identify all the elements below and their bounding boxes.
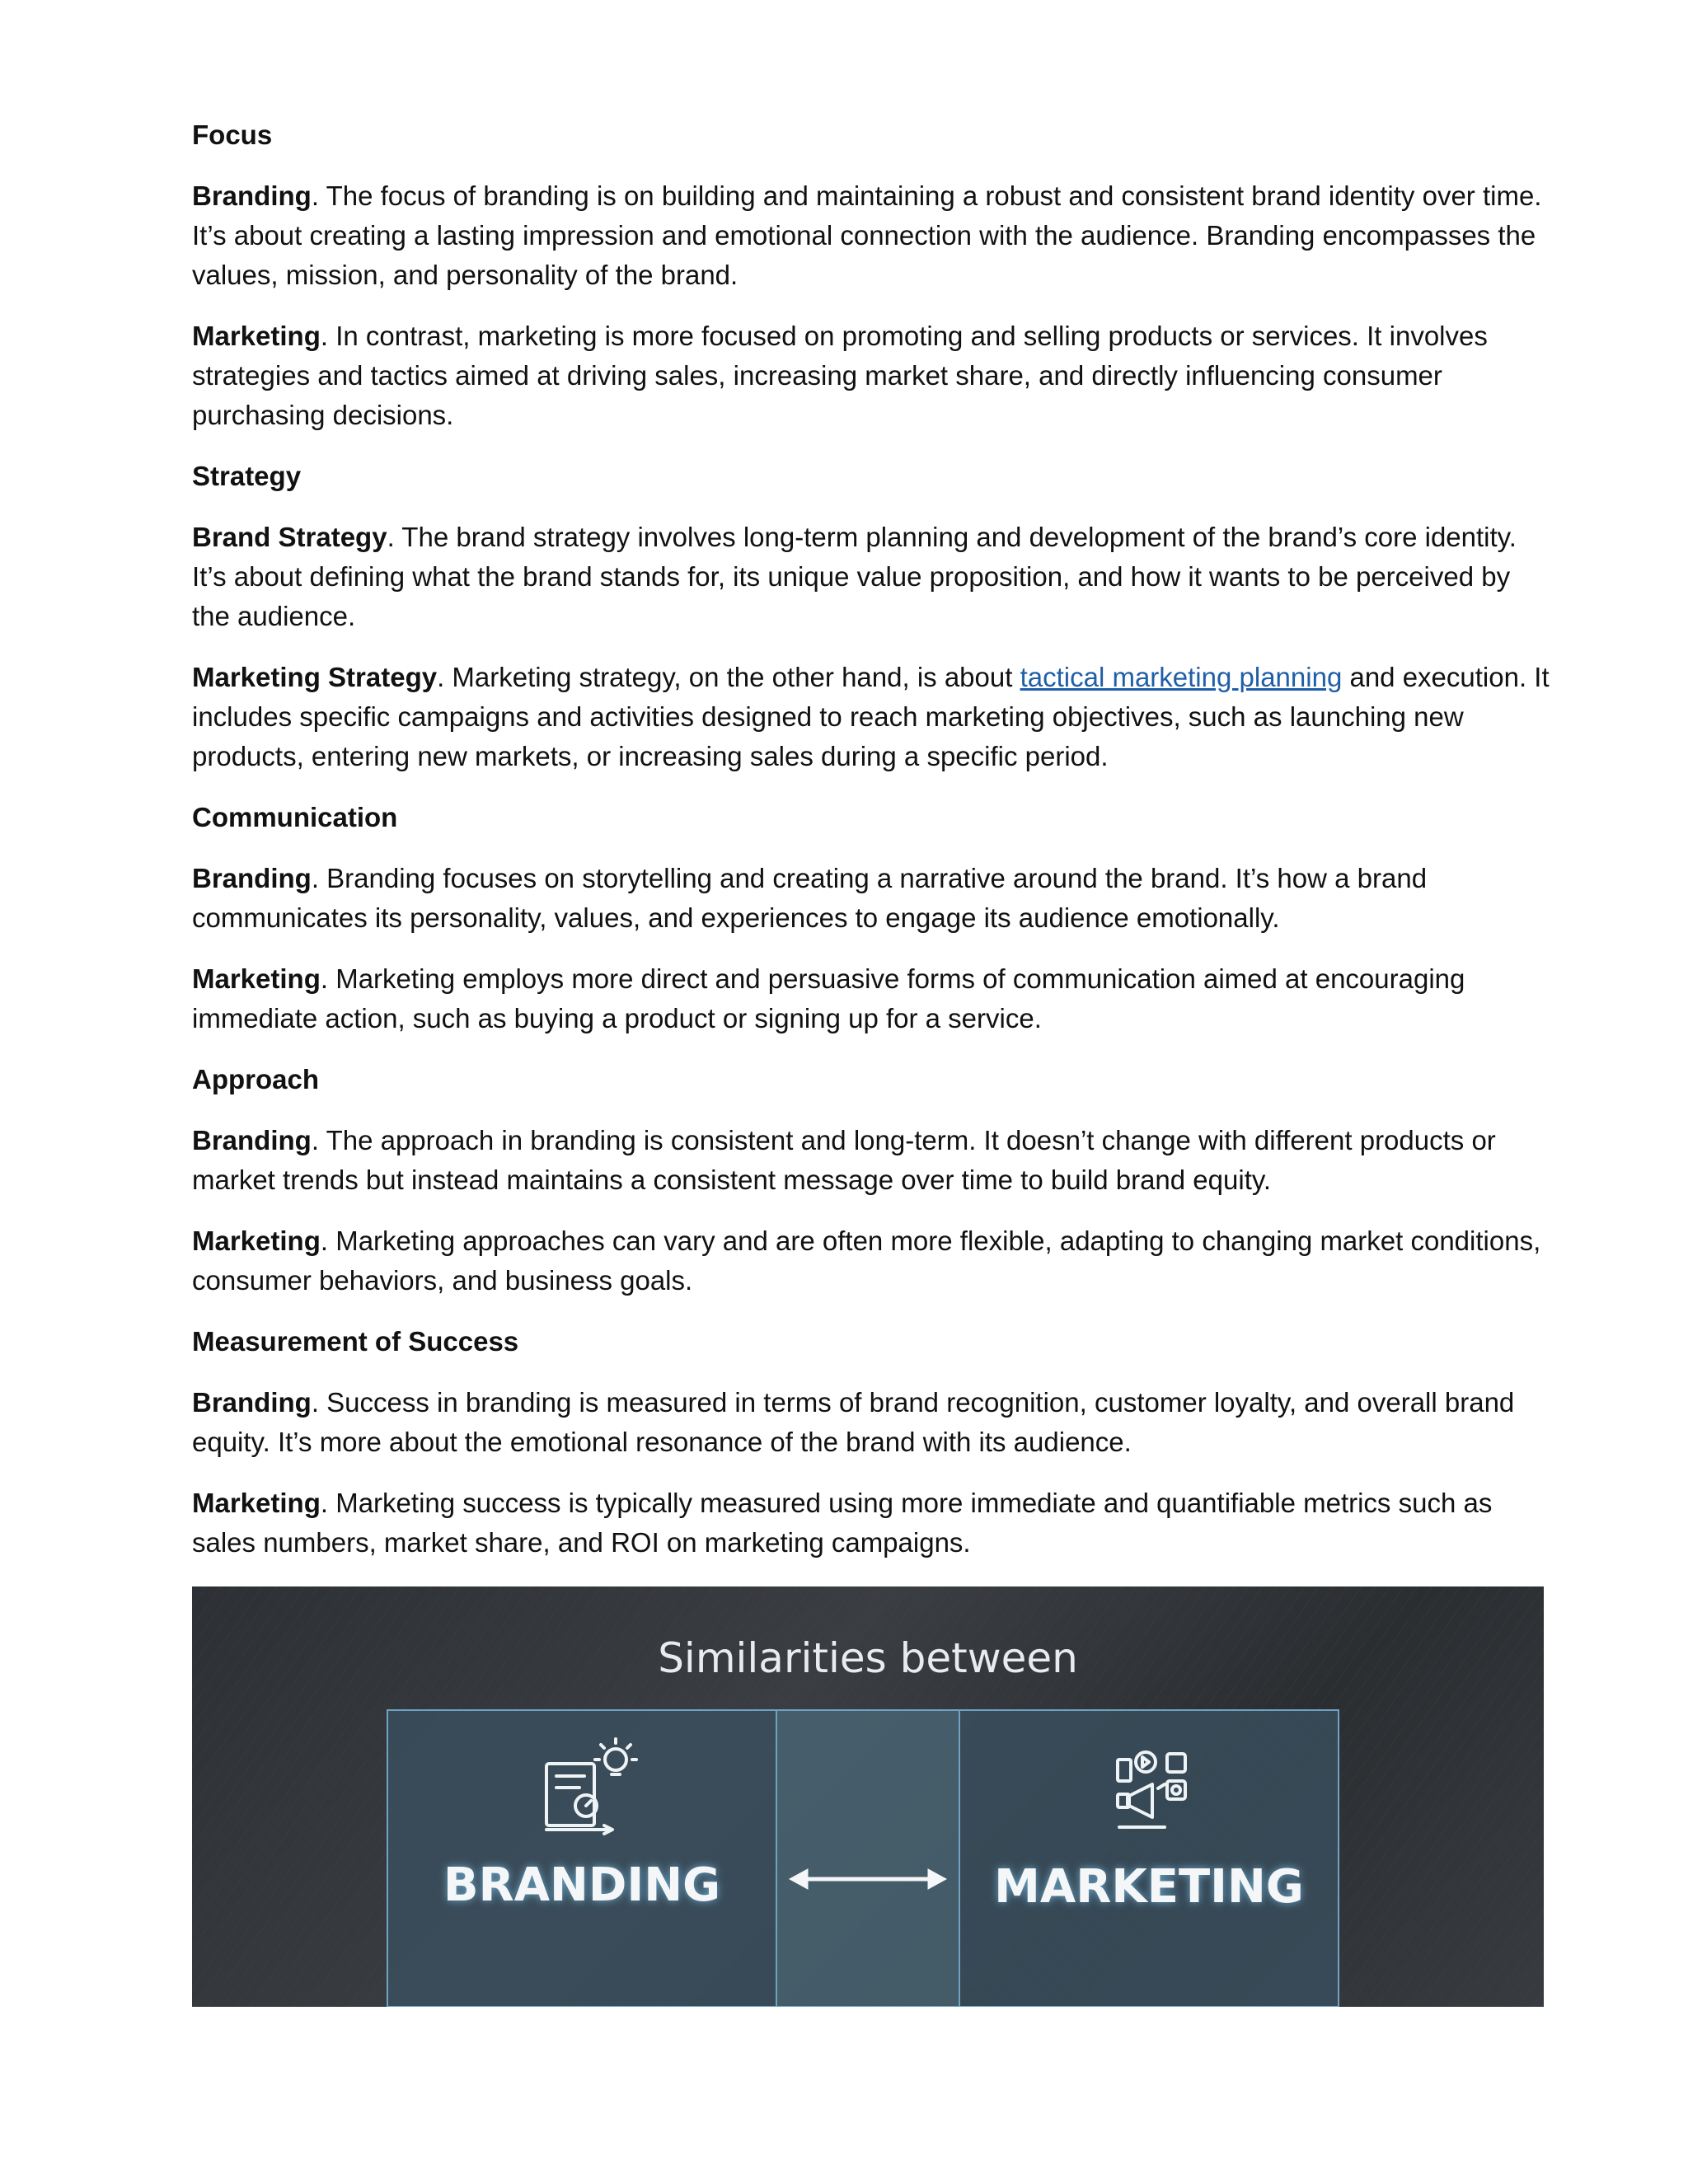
section-measurement — [192, 1322, 1550, 1563]
paragraph — [192, 176, 1550, 295]
paragraph-term: Marketing — [192, 1488, 321, 1518]
document-body — [192, 115, 1550, 1584]
paragraph-term: Branding — [192, 180, 312, 211]
paragraph-text: . Marketing strategy, on the other hand, is about — [437, 662, 1020, 692]
section-heading: Strategy — [192, 461, 302, 491]
marketing-panel — [959, 1710, 1339, 2007]
paragraph — [192, 959, 1550, 1038]
paragraph — [192, 1383, 1550, 1462]
branding-label: BRANDING — [443, 1858, 721, 1912]
paragraph-term: Branding — [192, 1387, 312, 1418]
paragraph-term: Marketing — [192, 321, 321, 351]
paragraph — [192, 518, 1550, 636]
paragraph — [192, 1221, 1550, 1301]
section-heading: Measurement of Success — [192, 1326, 519, 1357]
section-focus — [192, 115, 1550, 435]
paragraph-text: . Marketing approaches can vary and are often more flexible, adapting to changing market conditions, consumer behaviors, and business goals. — [192, 1226, 1541, 1296]
section-communication — [192, 798, 1550, 1038]
section-heading: Focus — [192, 120, 273, 150]
marketing-label: MARKETING — [994, 1860, 1304, 1914]
paragraph-text: . The brand strategy involves long-term planning and development of the brand’s core identity. It’s about defining what the brand stands for, its unique value proposition, and how it wants to be perceived by the audience. — [192, 522, 1517, 631]
paragraph-text: . Marketing success is typically measured using more immediate and quantifiable metrics such as sales numbers, market share, and ROI on marketing campaigns. — [192, 1488, 1493, 1558]
paragraph-text: . The approach in branding is consistent and long-term. It doesn’t change with different products or market trends but instead maintains a consistent message over time to build brand equity. — [192, 1125, 1496, 1195]
paragraph-term: Brand Strategy — [192, 522, 387, 552]
paragraph-term: Marketing — [192, 963, 321, 994]
middle-panel — [776, 1710, 959, 2007]
paragraph — [192, 658, 1550, 776]
paragraph-term: Marketing Strategy — [192, 662, 438, 692]
paragraph-term: Branding — [192, 1125, 312, 1155]
paragraph-term: Branding — [192, 863, 312, 893]
section-approach — [192, 1060, 1550, 1301]
section-strategy — [192, 457, 1550, 776]
section-heading: Communication — [192, 802, 398, 832]
paragraph-term: Marketing — [192, 1226, 321, 1256]
tactical-marketing-planning-link[interactable]: tactical marketing planning — [1020, 662, 1343, 692]
paragraph — [192, 1483, 1550, 1563]
banner-title: Similarities between — [658, 1634, 1078, 1682]
section-heading: Approach — [192, 1064, 320, 1094]
paragraph-text: . The focus of branding is on building and maintaining a robust and consistent brand identity over time. It’s about creating a lasting impression and emotional connection with the audience. Branding encompasses the values, mission, and personality of the brand. — [192, 180, 1542, 290]
paragraph-text: . Marketing employs more direct and persuasive forms of communication aimed at encouraging immediate action, such as buying a product or signing up for a service. — [192, 963, 1465, 1033]
paragraph — [192, 316, 1550, 435]
paragraph-text: . In contrast, marketing is more focused on promoting and selling products or services. It involves strategies and tactics aimed at driving sales, increasing market share, and directly influencing consumer purchasing decisions. — [192, 321, 1488, 430]
similarities-banner-image — [192, 1586, 1544, 2007]
paragraph-text: and execution. It includes specific campaigns and activities designed to reach marketing objectives, such as launching new products, entering new markets, or increasing sales during a specific period. — [192, 662, 1550, 771]
paragraph — [192, 1121, 1550, 1200]
paragraph-text: . Branding focuses on storytelling and creating a narrative around the brand. It’s how a brand communicates its personality, values, and experiences to engage its audience emotionally. — [192, 863, 1428, 933]
paragraph-text: . Success in branding is measured in terms of brand recognition, customer loyalty, and overall brand equity. It’s more about the emotional resonance of the brand with its audience. — [192, 1387, 1515, 1457]
paragraph — [192, 859, 1550, 938]
